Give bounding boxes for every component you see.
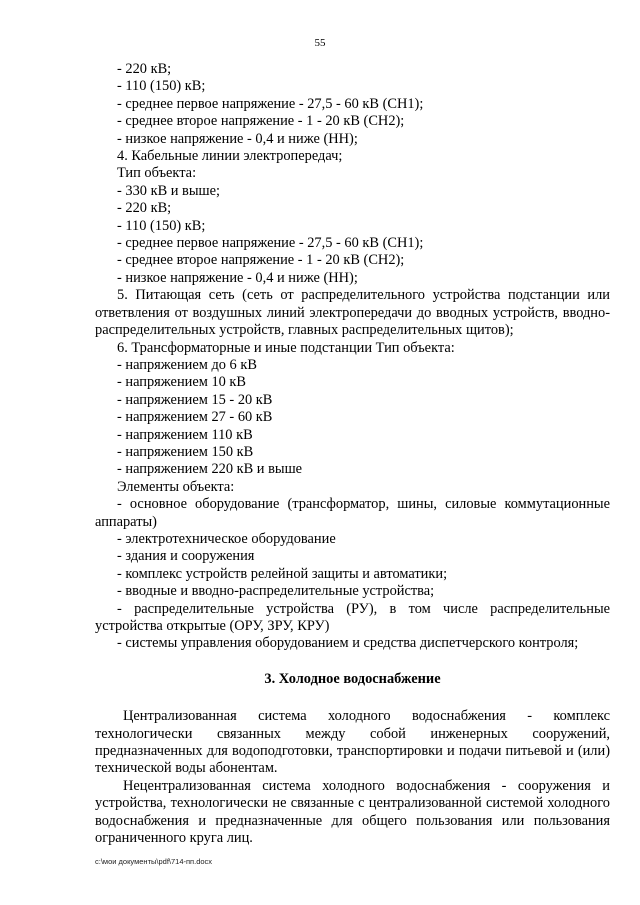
list-item: - электротехническое оборудование [117,530,336,547]
list-item: - комплекс устройств релейной защиты и автоматики; [117,565,448,582]
item-5-paragraph [95,287,610,339]
list-item: - низкое напряжение - 0,4 и ниже (НН); [117,130,358,147]
list-item: - напряжением 110 кВ [117,426,253,443]
list-item: - 330 кВ и выше; [117,182,220,199]
page-number: 55 [314,37,326,49]
list-item: - напряжением 150 кВ [117,443,254,460]
list-item: - напряжением 15 - 20 кВ [117,391,273,408]
object-elements-list [95,496,610,653]
list-item: - 220 кВ; [117,61,172,77]
list-item: - 110 (150) кВ; [117,78,206,95]
list-item: - низкое напряжение - 0,4 и ниже (НН); [117,269,358,286]
list-item: - среднее первое напряжение - 27,5 - 60 кВ (СН1); [117,95,424,112]
voltage-list-a [117,61,610,287]
section-paragraph: Централизованная система холодного водоснабжения - комплекс технологически связанных между собой инженерных сооружений, предназначенных для водоподготовки, транспортировки и подачи питьевой и (или) технической воды абонентам. [95,708,610,777]
list-item: - здания и сооружения [117,548,255,565]
list-item: - вводные и вводно-распределительные устройства; [117,583,435,600]
substation-list [117,340,610,497]
list-item: - среднее второе напряжение - 1 - 20 кВ (СН2); [117,113,405,130]
list-item: - основное оборудование (трансформатор, шины, силовые коммутационные [117,496,610,513]
list-item: - напряжением 220 кВ и выше [117,461,303,478]
paragraph-continuation: ответвления от воздушных линий электропередачи до вводных устройств, вводно-распределительных устройств, главных распределительных щитов); [95,304,610,339]
list-heading: 4. Кабельные линии электропередач; [117,148,343,165]
list-item: - распределительные устройства (РУ), в том числе распределительные [117,600,610,617]
list-item-continuation: устройства открытые (ОРУ, ЗРУ, КРУ) [95,618,330,634]
list-item: - напряжением 10 кВ [117,374,247,391]
list-item: - среднее второе напряжение - 1 - 20 кВ (СН2); [117,252,405,269]
paragraph-first-line: 5. Питающая сеть (сеть от распределительного устройства подстанции или [117,287,610,304]
file-path-footer: c:\мои документы\pdf\714-пп.docx [95,857,213,866]
page-content [95,61,610,847]
list-subheading: Элементы объекта: [117,478,235,495]
list-item: - напряжением 27 - 60 кВ [117,409,273,426]
list-item: - 110 (150) кВ; [117,217,206,234]
list-heading: 6. Трансформаторные и иные подстанции Тип объекта: [117,339,455,356]
list-item: - системы управления оборудованием и средства диспетчерского контроля; [117,635,579,652]
list-item: - 220 кВ; [117,200,172,217]
list-item: - среднее первое напряжение - 27,5 - 60 кВ (СН1); [117,235,424,252]
list-subheading: Тип объекта: [117,165,197,182]
list-item-continuation: аппараты) [95,513,157,530]
section-title: 3. Холодное водоснабжение [264,670,441,687]
list-item: - напряжением до 6 кВ [117,356,257,373]
section-paragraph: Нецентрализованная система холодного водоснабжения - сооружения и устройства, технологически не связанные с централизованной системой холодного водоснабжения и предназначенные для общего пользования или пользования ограниченного круга лиц. [95,777,610,847]
